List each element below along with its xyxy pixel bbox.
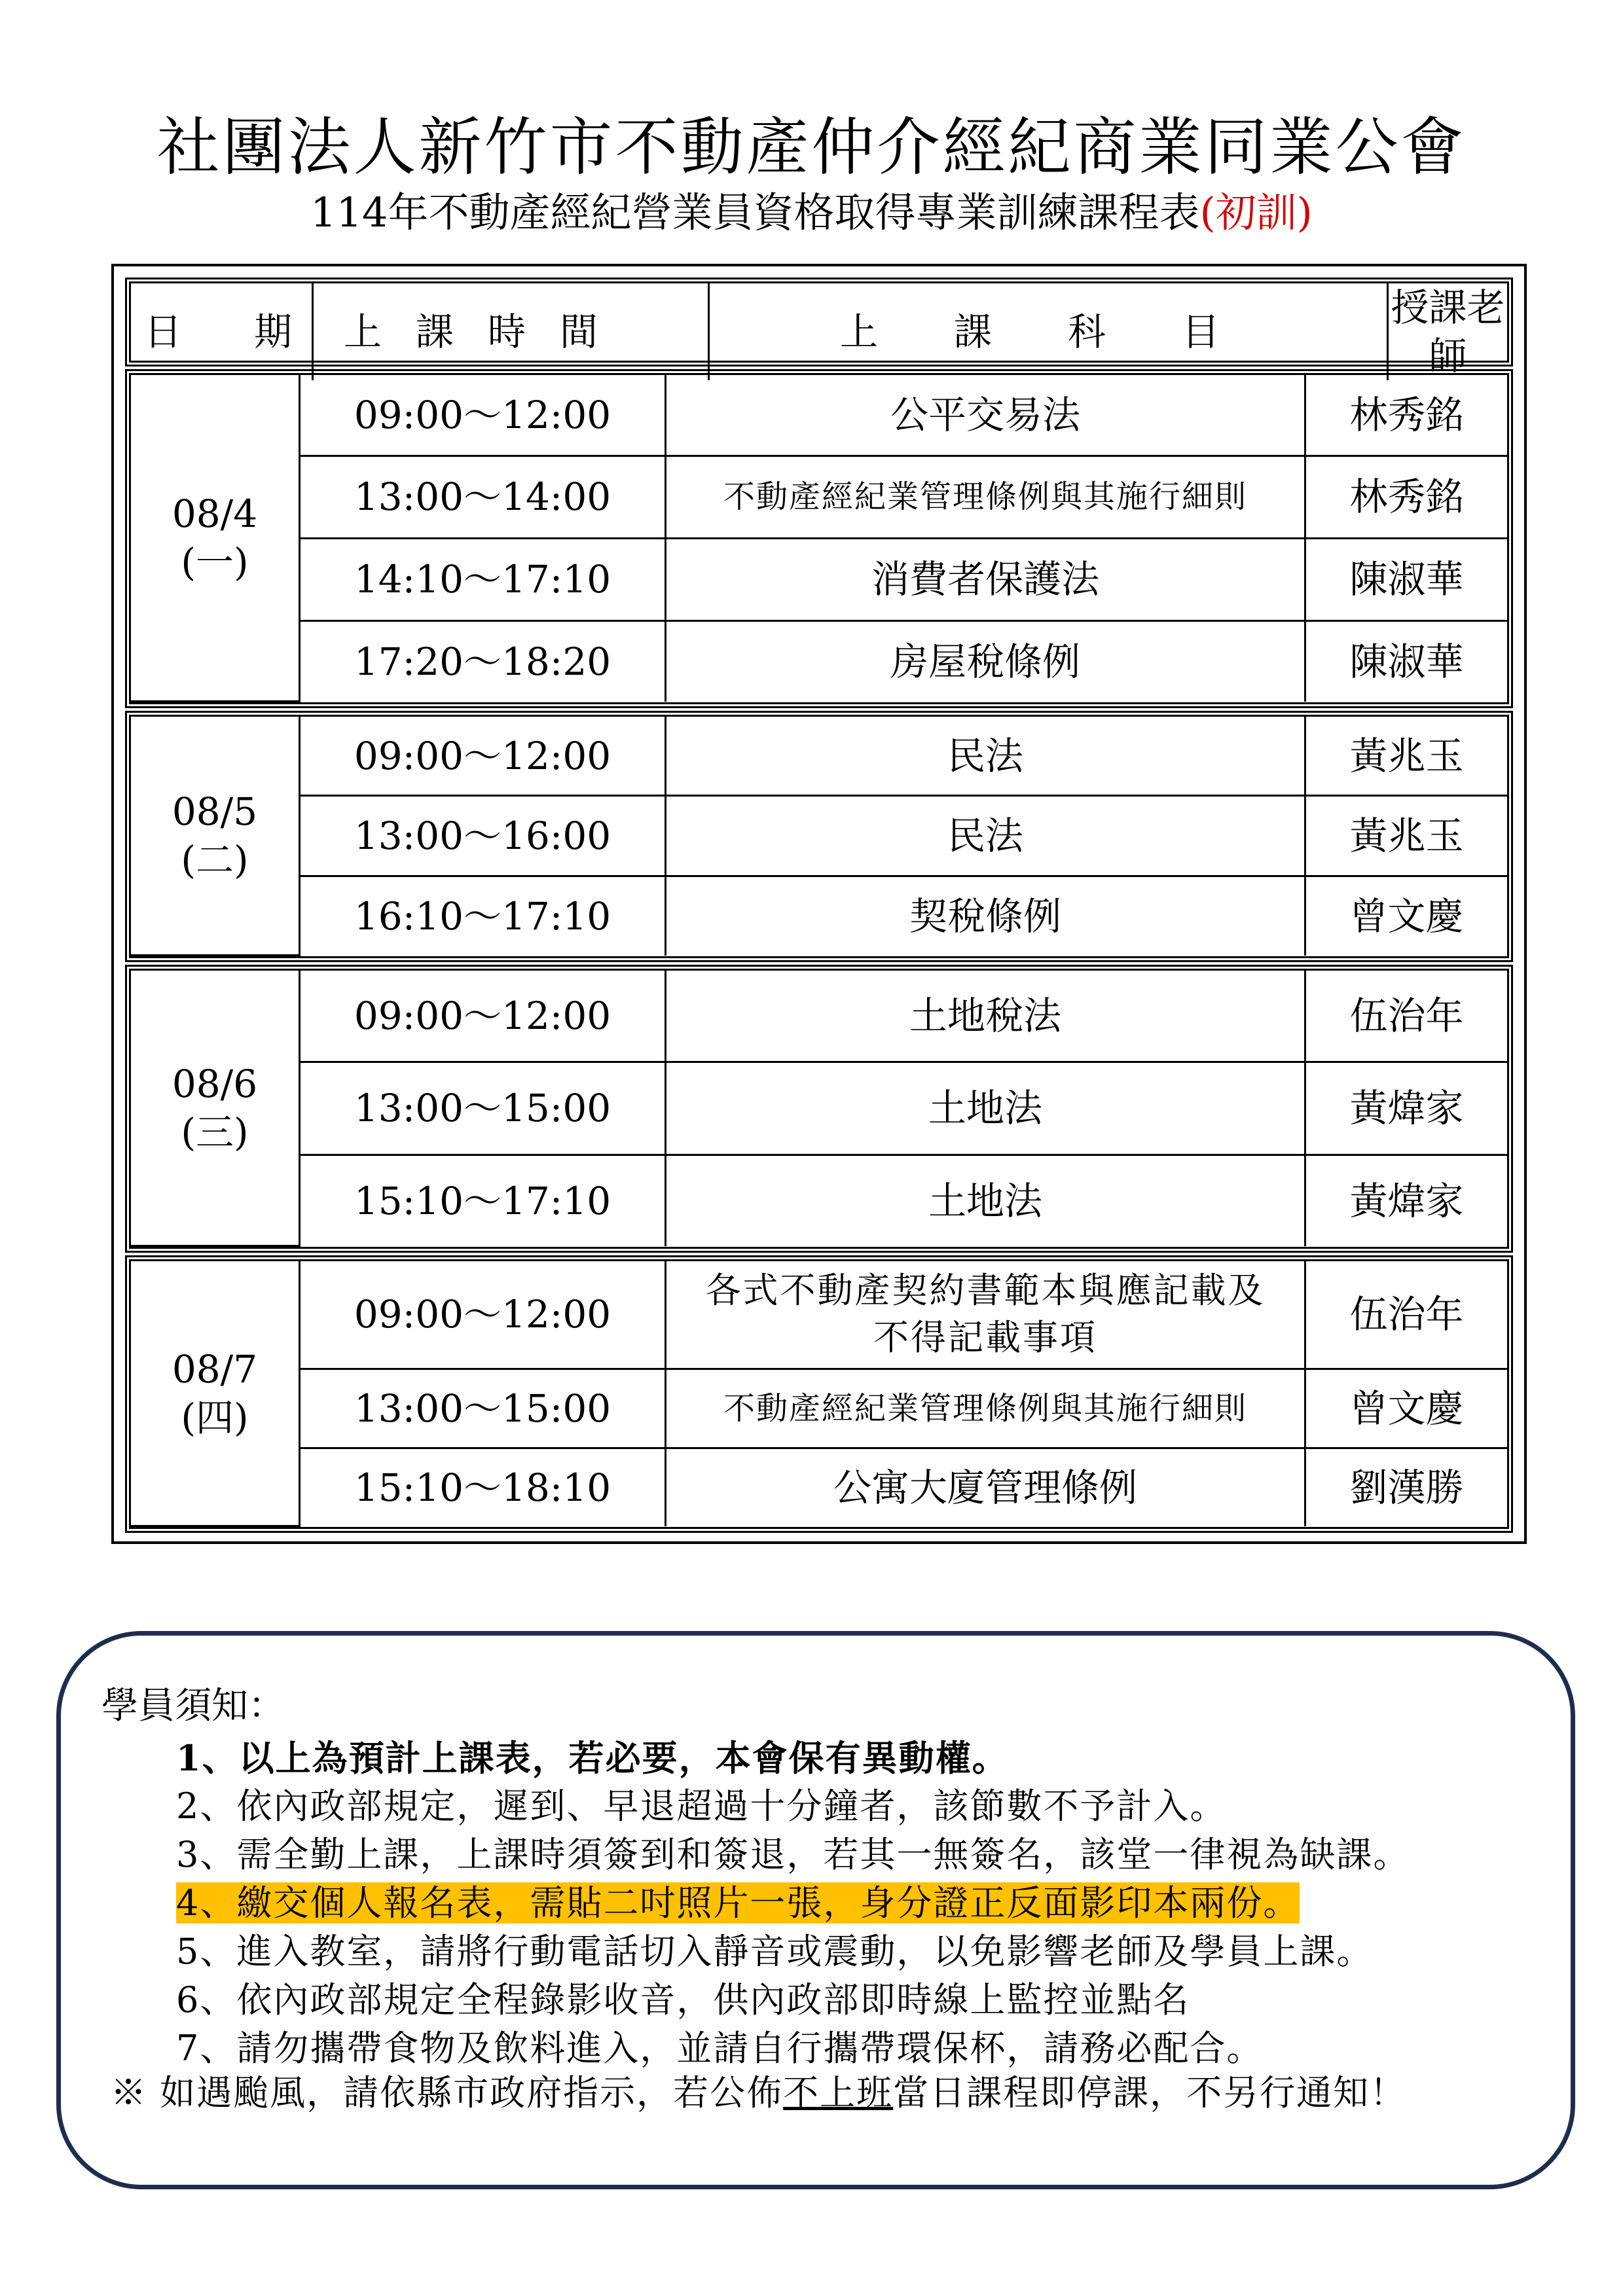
teacher-cell: 林秀銘: [1305, 375, 1508, 456]
time-cell: 15:10～17:10: [300, 1155, 666, 1246]
subtitle-tag: (初訓): [1199, 188, 1313, 236]
teacher-cell: 伍治年: [1305, 1261, 1508, 1369]
date-cell: 08/5 (二): [131, 717, 300, 956]
subject-cell: 不動產經紀業管理條例與其施行細則: [666, 456, 1305, 538]
table-row: [131, 1448, 1507, 1526]
time-cell: 09:00～12:00: [300, 375, 666, 456]
notice-item: 3、需全勤上課，上課時須簽到和簽退，若其一無簽名，該堂一律視為缺課。: [176, 1834, 1410, 1875]
table-row: [131, 1062, 1507, 1155]
header-teacher: 授課老師: [1388, 283, 1508, 380]
time-cell: 15:10～18:10: [300, 1448, 666, 1526]
time-cell: 09:00～12:00: [300, 1261, 666, 1369]
notice-title: 學員須知：: [101, 1685, 285, 1727]
date-cell: 08/7 (四): [131, 1261, 300, 1526]
subject-cell: 房屋稅條例: [666, 620, 1305, 701]
teacher-cell: 陳淑華: [1305, 538, 1508, 620]
teacher-cell: 黃煒家: [1305, 1155, 1508, 1246]
table-row: [131, 456, 1507, 538]
time-cell: 17:20～18:20: [300, 620, 666, 701]
time-cell: 13:00～15:00: [300, 1062, 666, 1155]
table-row: [131, 538, 1507, 620]
teacher-cell: 陳淑華: [1305, 620, 1508, 701]
table-row: [131, 1369, 1507, 1448]
teacher-cell: 曾文慶: [1305, 1369, 1508, 1448]
time-cell: 13:00～15:00: [300, 1369, 666, 1448]
typhoon-notice: ※ 如遇颱風，請依縣市政府指示，若公佈不上班當日課程即停課，不另行通知！: [111, 2072, 1407, 2113]
subject-cell: 民法: [666, 796, 1305, 876]
subject-cell: 公寓大廈管理條例: [666, 1448, 1305, 1526]
table-row: [131, 375, 1507, 456]
header-time: 上課時間: [313, 283, 709, 380]
subject-cell: 土地稅法: [666, 971, 1305, 1062]
day-block-0807: [125, 1255, 1513, 1533]
notice-item: 6、依內政部規定全程錄影收音，供內政部即時線上監控並點名: [176, 1979, 1190, 2020]
notice-item: 2、依內政部規定，遲到、早退超過十分鐘者，該節數不予計入。: [176, 1785, 1227, 1827]
subject-cell: 土地法: [666, 1062, 1305, 1155]
subject-cell: 民法: [666, 717, 1305, 796]
subject-cell: 消費者保護法: [666, 538, 1305, 620]
subject-cell: 各式不動產契約書範本與應記載及 不得記載事項: [666, 1261, 1305, 1369]
date-cell: 08/4 (一): [131, 375, 300, 702]
time-cell: 09:00～12:00: [300, 717, 666, 796]
table-row: [131, 620, 1507, 701]
day-block-0805: [125, 711, 1513, 962]
header-subject: 上課科目: [709, 283, 1388, 380]
time-cell: 13:00～14:00: [300, 456, 666, 538]
subject-cell: 公平交易法: [666, 375, 1305, 456]
table-row: [131, 1155, 1507, 1246]
notice-list: [176, 1734, 1410, 2073]
day-block-0806: [125, 965, 1513, 1253]
teacher-cell: 伍治年: [1305, 971, 1508, 1062]
header-date: 日 期: [131, 283, 313, 380]
document-subtitle: [0, 187, 1623, 239]
schedule-table: [111, 264, 1527, 1544]
teacher-cell: 劉漢勝: [1305, 1448, 1508, 1526]
notice-item: 5、進入教室，請將行動電話切入靜音或震動，以免影響老師及學員上課。: [176, 1931, 1374, 1972]
time-cell: 09:00～12:00: [300, 971, 666, 1062]
notice-item: 7、請勿攜帶食物及飲料進入，並請自行攜帶環保杯，請務必配合。: [176, 2028, 1264, 2069]
notice-box: [56, 1631, 1575, 2189]
notice-item: 1、以上為預計上課表，若必要，本會保有異動權。: [176, 1737, 1009, 1779]
table-row: [131, 717, 1507, 796]
teacher-cell: 黃兆玉: [1305, 796, 1508, 876]
notice-item-highlighted: 4、繳交個人報名表，需貼二吋照片一張，身分證正反面影印本兩份。: [176, 1882, 1300, 1924]
table-row: [131, 876, 1507, 956]
time-cell: 16:10～17:10: [300, 876, 666, 956]
document-title: 社團法人新竹市不動產仲介經紀商業同業公會: [156, 111, 1467, 184]
day-block-0804: [125, 369, 1513, 708]
time-cell: 14:10～17:10: [300, 538, 666, 620]
time-cell: 13:00～16:00: [300, 796, 666, 876]
table-row: [131, 796, 1507, 876]
subject-cell: 契稅條例: [666, 876, 1305, 956]
teacher-cell: 曾文慶: [1305, 876, 1508, 956]
subtitle-main: 114年不動產經紀營業員資格取得專業訓練課程表: [310, 188, 1200, 236]
date-cell: 08/6 (三): [131, 971, 300, 1246]
subject-cell: 不動產經紀業管理條例與其施行細則: [666, 1369, 1305, 1448]
subject-cell: 土地法: [666, 1155, 1305, 1246]
teacher-cell: 林秀銘: [1305, 456, 1508, 538]
teacher-cell: 黃兆玉: [1305, 717, 1508, 796]
teacher-cell: 黃煒家: [1305, 1062, 1508, 1155]
table-row: [131, 1261, 1507, 1369]
table-row: [131, 971, 1507, 1062]
table-header: [125, 278, 1513, 378]
